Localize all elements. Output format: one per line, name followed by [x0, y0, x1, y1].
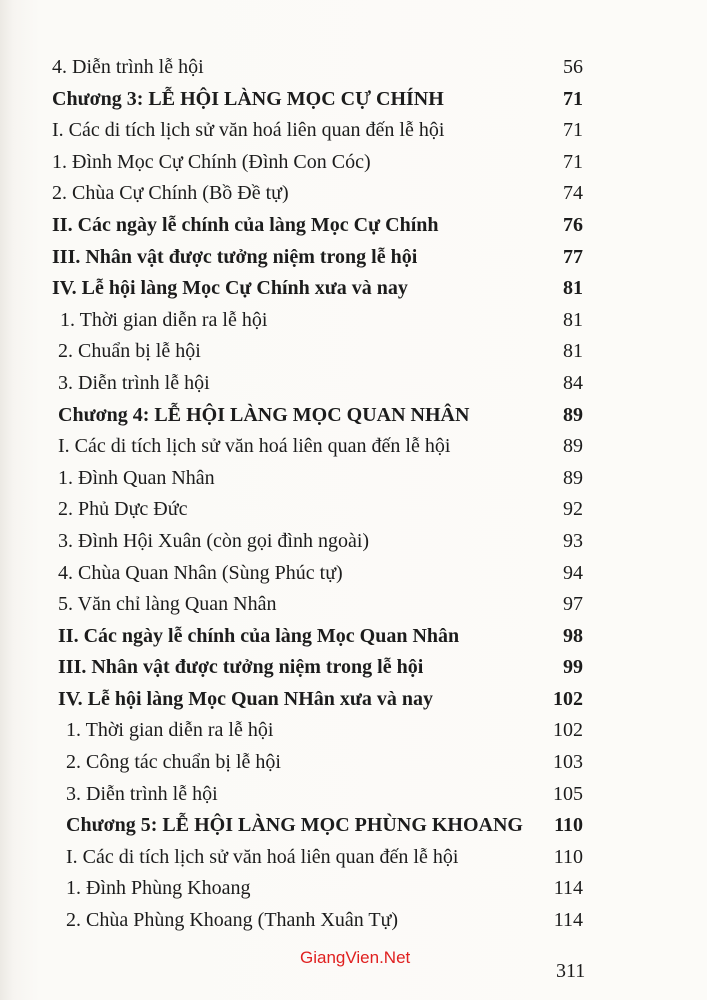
toc-entry	[0, 115, 707, 147]
toc-entry	[0, 368, 707, 400]
table-of-contents	[0, 52, 707, 937]
toc-entry-page: 110	[553, 845, 583, 868]
toc-entry-title: III. Nhân vật được tưởng niệm trong lễ hội	[58, 656, 424, 679]
toc-entry-title: II. Các ngày lễ chính của làng Mọc Quan Nhân	[58, 624, 460, 647]
toc-entry-title: III. Nhân vật được tưởng niệm trong lễ hội	[52, 245, 418, 268]
toc-entry-title: 1. Đình Quan Nhân	[58, 466, 215, 489]
toc-entry-title: 4. Chùa Quan Nhân (Sùng Phúc tự)	[58, 561, 343, 584]
toc-entry-title: Chương 3: LỄ HỘI LÀNG MỌC CỰ CHÍNH	[52, 87, 444, 110]
toc-entry-page: 102	[553, 719, 583, 742]
toc-entry	[0, 621, 707, 653]
toc-entry-page: 93	[563, 529, 583, 552]
toc-entry	[0, 684, 707, 716]
toc-entry-title: IV. Lễ hội làng Mọc Quan NHân xưa và nay	[58, 687, 434, 710]
toc-entry	[0, 905, 707, 937]
watermark: GiangVien.Net	[300, 948, 411, 967]
toc-entry-title: 3. Diễn trình lễ hội	[66, 782, 218, 805]
toc-entry-title: 1. Thời gian diễn ra lễ hội	[66, 719, 274, 742]
toc-entry-title: 2. Chuẩn bị lễ hội	[58, 340, 201, 363]
toc-entry	[0, 84, 707, 116]
toc-entry-page: 84	[563, 371, 583, 394]
toc-entry	[0, 810, 707, 842]
toc-entry	[0, 652, 707, 684]
toc-entry-page: 114	[553, 909, 583, 932]
toc-entry-title: Chương 4: LỄ HỘI LÀNG MỌC QUAN NHÂN	[58, 403, 470, 426]
toc-entry-title: IV. Lễ hội làng Mọc Cự Chính xưa và nay	[52, 277, 408, 300]
toc-entry-title: 2. Phủ Dực Đức	[58, 498, 188, 521]
toc-entry	[0, 273, 707, 305]
toc-entry-page: 71	[563, 119, 583, 142]
toc-entry-page: 94	[563, 561, 583, 584]
toc-entry-page: 81	[563, 277, 583, 300]
toc-entry	[0, 463, 707, 495]
toc-entry-page: 81	[563, 340, 583, 363]
toc-entry-page: 102	[553, 687, 583, 710]
toc-entry-page: 103	[553, 751, 583, 774]
toc-entry	[0, 558, 707, 590]
page-number: 311	[556, 960, 586, 982]
toc-entry-page: 110	[554, 814, 583, 837]
toc-entry	[0, 779, 707, 811]
toc-entry-page: 89	[563, 403, 583, 426]
toc-entry-page: 89	[563, 466, 583, 489]
toc-entry-page: 77	[563, 245, 583, 268]
toc-entry	[0, 52, 707, 84]
toc-entry	[0, 336, 707, 368]
toc-entry	[0, 210, 707, 242]
toc-entry-page: 114	[553, 877, 583, 900]
toc-entry-page: 98	[563, 624, 583, 647]
toc-entry-title: 3. Đình Hội Xuân (còn gọi đình ngoài)	[58, 529, 370, 552]
toc-entry-page: 105	[553, 782, 583, 805]
toc-entry-page: 99	[563, 656, 583, 679]
toc-entry-title: II. Các ngày lễ chính của làng Mọc Cự Chính	[52, 213, 439, 236]
toc-entry-page: 71	[563, 87, 583, 110]
toc-entry	[0, 715, 707, 747]
toc-entry-page: 92	[563, 498, 583, 521]
toc-entry-title: 1. Đình Phùng Khoang	[66, 877, 251, 900]
toc-entry-title: 1. Đình Mọc Cự Chính (Đình Con Cóc)	[52, 150, 371, 173]
toc-entry	[0, 178, 707, 210]
toc-entry-page: 89	[563, 435, 583, 458]
toc-entry-page: 81	[563, 308, 583, 331]
toc-entry	[0, 747, 707, 779]
toc-entry-page: 56	[563, 56, 583, 78]
toc-entry-title: 5. Văn chỉ làng Quan Nhân	[58, 593, 277, 616]
toc-entry-title: 4. Diễn trình lễ hội	[52, 56, 204, 78]
toc-entry	[0, 842, 707, 874]
toc-entry	[0, 431, 707, 463]
toc-entry	[0, 400, 707, 432]
toc-entry	[0, 526, 707, 558]
toc-entry-title: I. Các di tích lịch sử văn hoá liên quan đến lễ hội	[66, 845, 459, 868]
toc-entry-title: 1. Thời gian diễn ra lễ hội	[60, 308, 268, 331]
toc-entry-title: 3. Diễn trình lễ hội	[58, 371, 210, 394]
toc-entry	[0, 242, 707, 274]
toc-entry	[0, 589, 707, 621]
toc-entry	[0, 494, 707, 526]
toc-entry-title: Chương 5: LỄ HỘI LÀNG MỌC PHÙNG KHOANG	[66, 814, 523, 837]
toc-entry-title: I. Các di tích lịch sử văn hoá liên quan đến lễ hội	[58, 435, 451, 458]
toc-entry-title: 2. Chùa Cự Chính (Bồ Đề tự)	[52, 182, 289, 205]
toc-entry-page: 76	[563, 213, 583, 236]
toc-entry	[0, 305, 707, 337]
toc-entry-title: 2. Công tác chuẩn bị lễ hội	[66, 751, 281, 774]
toc-entry-page: 74	[563, 182, 583, 205]
toc-entry-title: I. Các di tích lịch sử văn hoá liên quan đến lễ hội	[52, 119, 445, 142]
toc-entry-page: 71	[563, 150, 583, 173]
toc-entry-page: 97	[563, 593, 583, 616]
toc-entry	[0, 147, 707, 179]
toc-entry-title: 2. Chùa Phùng Khoang (Thanh Xuân Tự)	[66, 909, 399, 932]
toc-entry	[0, 873, 707, 905]
